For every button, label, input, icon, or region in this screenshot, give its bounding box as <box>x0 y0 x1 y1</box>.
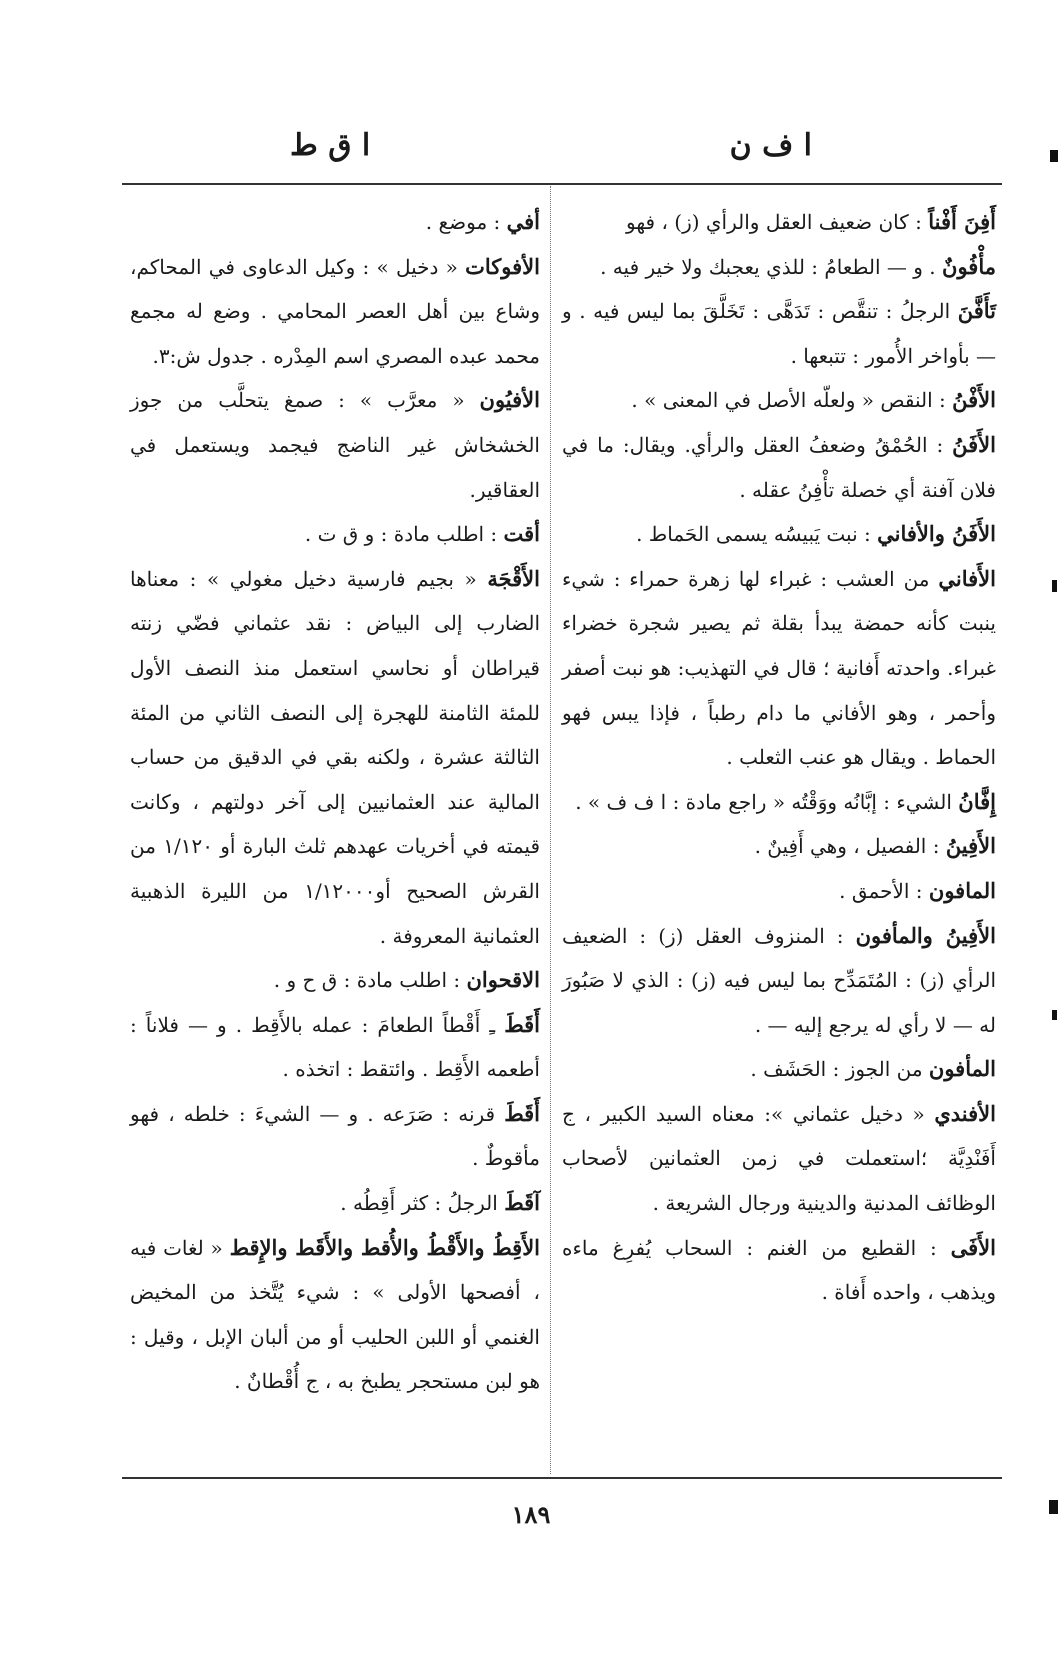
entry-headword: أَقَطَ <box>504 1011 541 1037</box>
dictionary-entry <box>562 512 996 557</box>
entry-headword: الأَقِطُ والأَقْطُ والأُقط والأَقَط والإِقط <box>229 1234 540 1260</box>
page-number: ١٨٩ <box>511 1500 551 1529</box>
dictionary-entry <box>130 245 540 379</box>
entry-headword: الأَفَنُ <box>952 431 996 457</box>
entry-headword: الأَفِينُ <box>945 833 996 859</box>
dictionary-entry <box>562 557 996 780</box>
entry-definition: ـِ أَقْطاً الطعامَ : عمله بالأَقِط . و — فلاناً : أطعمه الأَقِط . وائتقط : اتخذه . <box>130 1012 540 1082</box>
entry-definition: من الجوز : الحَشَف . <box>750 1057 929 1082</box>
entry-headword: الأفندي <box>934 1100 996 1126</box>
dictionary-entry <box>562 914 996 1048</box>
entry-headword: المأفون <box>928 1056 996 1082</box>
dictionary-entry <box>562 869 996 914</box>
entry-headword: الأَفاني <box>938 565 996 591</box>
entry-definition: : النقص « ولعلّه الأصل في المعنى » . <box>631 388 953 413</box>
dictionary-entry <box>562 245 996 290</box>
entry-definition: « دخيل عثماني »: معناه السيد الكبير ، ج أَفَنْدِيَّة ؛استعملت في زمن العثمانين لأصحاب الوظائف المدنية والدينية ورجال الشريعة . <box>562 1101 996 1216</box>
dictionary-entry <box>130 1003 540 1092</box>
bottom-rule <box>122 1477 1002 1479</box>
entry-headword: تَأَفَّنَ <box>957 298 996 324</box>
right-column <box>562 200 996 1315</box>
entry-headword: المافون <box>928 877 996 903</box>
entry-definition: الشيء : إبَّانُه ووَقْتُه « راجع مادة : ا ف ف » . <box>575 789 959 814</box>
entry-headword: أَقَطَ <box>504 1100 540 1126</box>
entry-headword: الأَفَنُ والأفاني <box>877 521 996 547</box>
dictionary-entry <box>562 289 996 378</box>
entry-definition: « بجيم فارسية دخيل مغولي » : معناها الضارب إلى البياض : نقد عثماني فضّي زنته قيراطان أو نحاسي استعمل منذ النصف الأول للمئة الثامنة للهجرة إلى النصف الثاني من المئة الثالثة عشرة ، ولكنه بقي في الدقيق من حساب المالية عند العثمانيين إلى آخر دولتهم ، وكانت قيمته في أخريات عهدهم ثلث البارة أو ١/١٢٠ من القرش الصحيح أو١/١٢٠٠٠ من الليرة الذهبية العثمانية المعروفة . <box>130 566 541 948</box>
dictionary-entry <box>130 378 540 512</box>
left-column <box>130 200 540 1404</box>
header-root-left: ا ق ط <box>290 128 371 163</box>
dictionary-entry <box>562 1047 996 1092</box>
top-rule <box>122 183 1002 185</box>
entry-headword: أَفِنَ أَفْناً <box>928 209 996 234</box>
scan-mark <box>1050 150 1058 162</box>
dictionary-entry <box>562 200 996 245</box>
entry-definition: : موضع . <box>425 210 507 234</box>
entry-headword: الأَفِينُ والمأفون <box>855 922 996 948</box>
entry-definition: : الأحمق . <box>839 878 929 903</box>
entry-definition: من العشب : غبراء لها زهرة حمراء : شيء ينبت كأنه حمضة يبدأ بقلة ثم يصير شجرة خضراء غبراء. واحدته أَفانية ؛ قال في التهذيب: هو نبت أصفر وأحمر ، وهو الأفاني ما دام رطباً ، فإذا يبس فهو الحماط . ويقال هو عنب الثعلب . <box>562 566 996 770</box>
entry-headword: الاقحوان <box>466 967 540 993</box>
dictionary-entry <box>130 1092 540 1181</box>
dictionary-entry <box>130 958 540 1003</box>
entry-headword: الأفوكات <box>465 253 540 279</box>
entry-definition: : القطيع من الغنم : السحاب يُفرِغ ماءه ويذهب ، واحده أَفاة . <box>562 1235 996 1305</box>
entry-definition: : اطلب مادة : ق ح و . <box>273 968 467 993</box>
dictionary-entry <box>562 824 996 869</box>
dictionary-entry <box>562 1092 996 1226</box>
column-divider <box>550 186 551 1474</box>
entry-definition: « لغات فيه ، أفصحها الأولى » : شيء يُتَّخذ من المخيض الغنمي أو اللبن الحليب أو من ألبان الإبل ، وقيل : هو لبن مستحجر يطبخ به ، ج أُقْطانٌ . <box>130 1235 540 1394</box>
entry-definition: الرجلُ : تنقَّص : تَدَهَّى : تَخَلَّقَ بما ليس فيه . و — بأواخر الأُمور : تتبعها . <box>562 299 996 368</box>
entry-definition: . و — الطعامُ : للذي يعجبك ولا خير فيه . <box>600 254 943 279</box>
header-root-right: ا ف ن <box>729 128 812 163</box>
dictionary-entry <box>562 423 996 512</box>
entry-definition: « معرَّب » : صمغ يتحلَّب من جوز الخشخاش غير الناضج فيجمد ويستعمل في العقاقير. <box>130 388 540 502</box>
entry-definition: : نبت يَبيسُه يسمى الحَماط . <box>636 522 878 547</box>
entry-definition: : الفصيل ، وهي أَفِينٌ . <box>754 834 946 859</box>
entry-headword: الأفيُون <box>479 387 540 413</box>
entry-headword: إِفَّانُ <box>958 788 996 814</box>
entry-definition: : كان ضعيف العقل والرأي (ز) ، فهو <box>626 210 929 234</box>
dictionary-entry <box>562 1226 996 1315</box>
dictionary-entry <box>130 200 540 245</box>
entry-definition: : اطلب مادة : و ق ت . <box>304 522 504 547</box>
dictionary-entry <box>130 1226 540 1404</box>
dictionary-entry <box>130 557 540 958</box>
entry-headword: الأَفَى <box>950 1234 996 1260</box>
entry-headword: أقت <box>503 521 540 547</box>
entry-headword: آقَطَ <box>504 1190 540 1216</box>
entry-definition: « دخيل » : وكيل الدعاوى في المحاكم، وشاع بين أهل العصر المحامي . وضع له مجمع محمد عبده المصري اسم المِدْره . جدول ش:٣. <box>130 254 540 368</box>
entry-definition: الرجلُ : كثر أَقِطُه . <box>340 1191 505 1216</box>
entry-definition: : المنزوف العقل (ز) : الضعيف الرأي (ز) : المُتَمَدِّح بما ليس فيه (ز) : الذي لا صَبُورَ له — لا رأي له يرجع إليه — . <box>562 923 996 1037</box>
dictionary-entry <box>130 1181 540 1226</box>
entry-headword: الأَقْجَة <box>487 565 540 591</box>
entry-headword: الأَفْنُ <box>952 387 996 413</box>
dictionary-entry <box>562 780 996 825</box>
dictionary-entry <box>130 512 540 557</box>
scan-mark <box>1049 1500 1058 1514</box>
entry-definition: قرنه : صَرَعه . و — الشيءَ : خلطه ، فهو مأقوطٌ . <box>130 1101 540 1171</box>
entry-headword: مأْفُونٌ <box>942 253 996 279</box>
scan-mark <box>1052 580 1057 592</box>
entry-definition: : الحُمْقُ وضعفُ العقل والرأي. ويقال: ما في فلان آفنة أي خصلة تأْفِنُ عقله . <box>562 432 996 502</box>
entry-headword: أفي <box>506 209 540 234</box>
dictionary-entry <box>562 378 996 423</box>
scan-mark <box>1052 1010 1057 1020</box>
